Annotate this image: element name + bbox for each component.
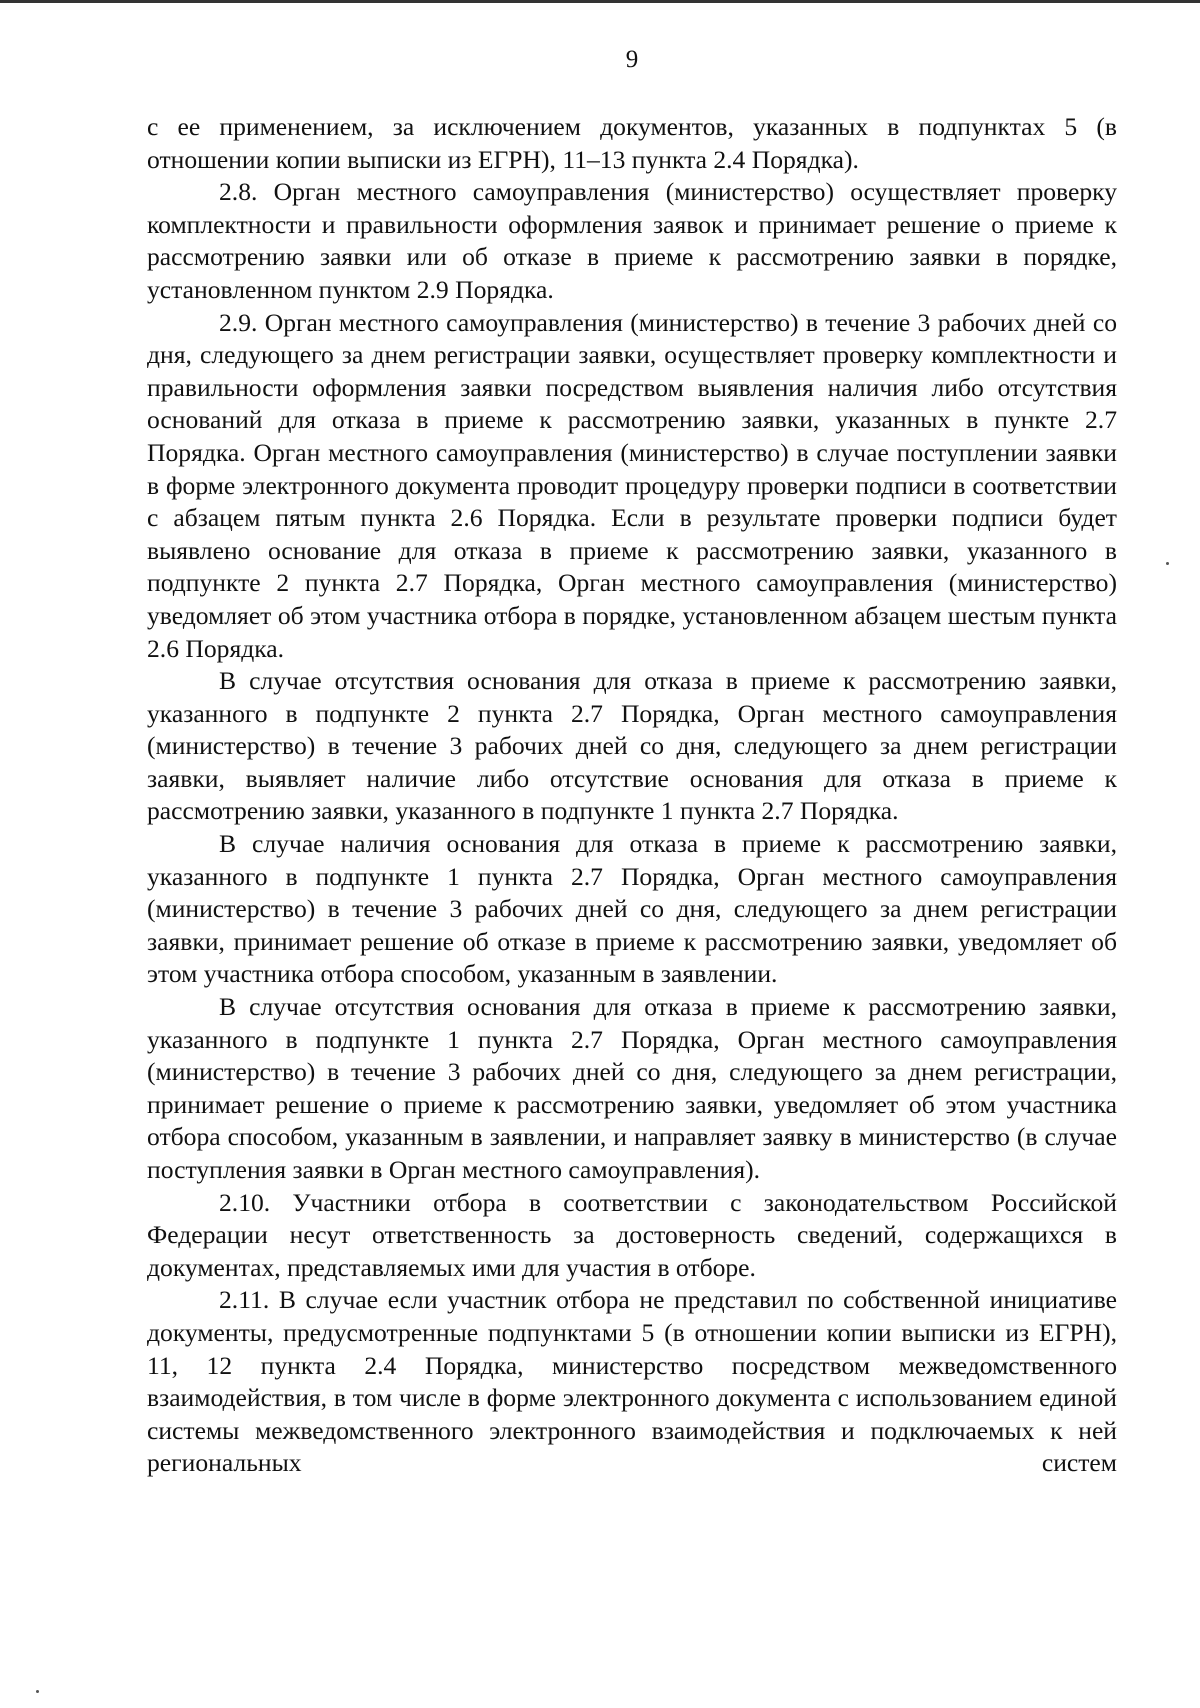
paragraph-2-11: 2.11. В случае если участник отбора не представил по собственной инициативе документы, предусмотренные подпунктами 5 (в отношении копии выписки из ЕГРН), 11, 12 пункта 2.4 Порядка, министерство посредством межведомственного взаимодействия, в том числе в форме электронного документа с использованием единой системы межведомственного электронного взаимодействия и подключаемых к ней региональных систем <box>147 1285 1117 1478</box>
document-body <box>147 111 1117 1480</box>
page-number: 9 <box>625 46 639 73</box>
paragraph-grounds-subpoint-1: В случае наличия основания для отказа в приеме к рассмотрению заявки, указанного в подпункте 1 пункта 2.7 Порядка, Орган местного самоуправления (министерство) в течение 3 рабочих дней со дня, следующего за днем регистрации заявки, принимает решение об отказе в приеме к рассмотрению заявки, уведомляет об этом участника отбора способом, указанным в заявлении. <box>147 829 1117 989</box>
scan-speck <box>36 1690 39 1693</box>
paragraph-2-9: 2.9. Орган местного самоуправления (министерство) в течение 3 рабочих дней со дня, следующего за днем регистрации заявки, осуществляет проверку комплектности и правильности оформления заявки посредством выявления наличия либо отсутствия оснований для отказа в приеме к рассмотрению заявки, указанных в пункте 2.7 Порядка. Орган местного самоуправления (министерство) в случае поступлении заявки в форме электронного документа проводит процедуру проверки подписи в соответствии с абзацем пятым пункта 2.6 Порядка. Если в результате проверки подписи будет выявлено основание для отказа в приеме к рассмотрению заявки, указанного в подпункте 2 пункта 2.7 Порядка, Орган местного самоуправления (министерство) уведомляет об этом участника отбора в порядке, установленном абзацем шестым пункта 2.6 Порядка. <box>147 307 1117 663</box>
paragraph-2-8: 2.8. Орган местного самоуправления (министерство) осуществляет проверку комплектности и правильности оформления заявок и принимает решение о приеме к рассмотрению заявки или об отказе в приеме к рассмотрению заявки в порядке, установленном пунктом 2.9 Порядка. <box>147 177 1117 304</box>
paragraph-no-grounds-subpoint-2: В случае отсутствия основания для отказа в приеме к рассмотрению заявки, указанного в подпункте 2 пункта 2.7 Порядка, Орган местного самоуправления (министерство) в течение 3 рабочих дней со дня, следующего за днем регистрации заявки, выявляет наличие либо отсутствие основания для отказа в приеме к рассмотрению заявки, указанного в подпункте 1 пункта 2.7 Порядка. <box>147 666 1117 826</box>
paragraph-2-10: 2.10. Участники отбора в соответствии с законодательством Российской Федерации несут ответственность за достоверность сведений, содержащихся в документах, представляемых ими для участия в отборе. <box>147 1187 1117 1282</box>
scan-speck <box>1166 562 1169 565</box>
scan-top-edge <box>0 0 1200 3</box>
paragraph-continuation: с ее применением, за исключением документов, указанных в подпунктах 5 (в отношении копии выписки из ЕГРН), 11–13 пункта 2.4 Порядка). <box>147 112 1117 174</box>
paragraph-no-grounds-subpoint-1: В случае отсутствия основания для отказа в приеме к рассмотрению заявки, указанного в подпункте 1 пункта 2.7 Порядка, Орган местного самоуправления (министерство) в течение 3 рабочих дней со дня, следующего за днем регистрации, принимает решение о приеме к рассмотрению заявки, уведомляет об этом участника отбора способом, указанным в заявлении, и направляет заявку в министерство (в случае поступления заявки в Орган местного самоуправления). <box>147 992 1117 1184</box>
